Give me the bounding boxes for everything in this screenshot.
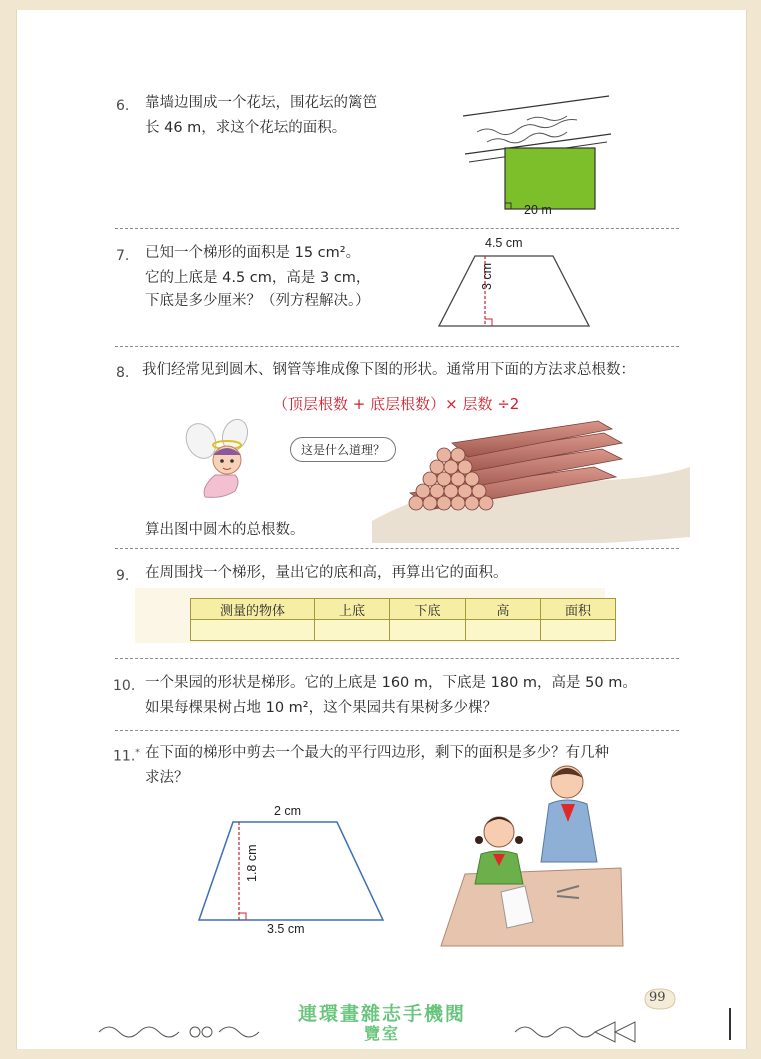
problem-6-number: 6. [116,98,130,114]
optional-star-mark: * [135,748,140,758]
trapezoid-7-shape [439,256,589,326]
trapezoid-7-height-label: 3 cm [480,262,494,290]
table-header-cell: 测量的物体 [191,599,315,620]
problem-10-line-2: 如果每棵果树占地 10 m²，这个果园共有果树多少棵？ [145,700,498,716]
trapezoid-11-top-label: 2 cm [274,804,302,818]
speech-bubble: 这是什么道理？ [290,437,396,462]
right-angle-mark [239,913,246,920]
table-row [191,620,616,641]
divider [115,548,679,549]
measurement-table [190,598,616,641]
trapezoid-7-top-label: 4.5 cm [485,236,523,250]
problem-7-line-1: 已知一个梯形的面积是 15 cm²。 [145,245,361,261]
problem-11-number-text: 11. [113,748,136,765]
divider [115,228,679,229]
trapezoid-11-diagram [195,816,385,926]
log-count-formula: （顶层根数 + 底层根数）× 层数 ÷2 [273,395,520,413]
problem-8-number: 8. [116,365,130,381]
problem-6-line-2: 长 46 m，求这个花坛的面积。 [145,120,347,136]
divider [115,730,679,731]
problem-7-line-3: 下底是多少厘米？（列方程解决。） [145,293,370,309]
children-cutting-paper-illustration [437,762,637,952]
right-angle-mark [485,319,492,326]
problem-7-number: 7. [116,248,130,264]
angel-character-illustration [177,415,267,500]
table-header-row [191,599,616,620]
trapezoid-7-diagram [435,250,605,332]
problem-6-line-1: 靠墙边围成一个花坛，围花坛的篱笆 [145,95,377,111]
flower-bed-rectangle [505,148,595,209]
problem-9-line-1: 在周围找一个梯形，量出它的底和高，再算出它的面积。 [145,565,508,581]
problem-9-number: 9. [116,568,130,584]
textbook-page [16,10,747,1049]
problem-8-task: 算出图中圆木的总根数。 [145,522,305,538]
problem-8-line-1: 我们经常见到圆木、钢管等堆成像下图的形状。通常用下面的方法求总根数： [142,362,635,378]
trapezoid-11-height-label: 1.8 cm [245,844,259,882]
problem-11-number [113,748,140,765]
problem-7-line-2: 它的上底是 4.5 cm，高是 3 cm， [145,270,371,286]
watermark-line-2: 覽室 [363,1024,400,1043]
divider [115,346,679,347]
problem-11-line-1: 在下面的梯形中剪去一个最大的平行四边形，剩下的面积是多少？有几种 [145,745,609,761]
table-cell [541,620,616,641]
table-header-cell: 面积 [541,599,616,620]
problem-10-line-1: 一个果园的形状是梯形。它的上底是 160 m，下底是 180 m，高是 50 m。 [145,675,637,691]
watermark-line-1: 連環畫雜志手機閱 [297,1003,466,1025]
trapezoid-11-bottom-label: 3.5 cm [267,922,305,936]
divider [115,658,679,659]
page-edge-mark [729,1008,731,1040]
trapezoid-11-shape [199,822,383,920]
table-cell [466,620,541,641]
page-number: 99 [649,990,666,1005]
flower-bed-width-label: 20 m [524,203,552,217]
table-header-cell: 高 [466,599,541,620]
table-cell [390,620,466,641]
problem-11-line-2: 求法？ [145,770,189,786]
log-pile-illustration [372,413,692,543]
flower-bed-diagram [457,90,637,220]
problem-10-number: 10. [113,678,136,694]
table-header-cell: 下底 [390,599,466,620]
table-cell [315,620,390,641]
table-cell [191,620,315,641]
table-header-cell: 上底 [315,599,390,620]
